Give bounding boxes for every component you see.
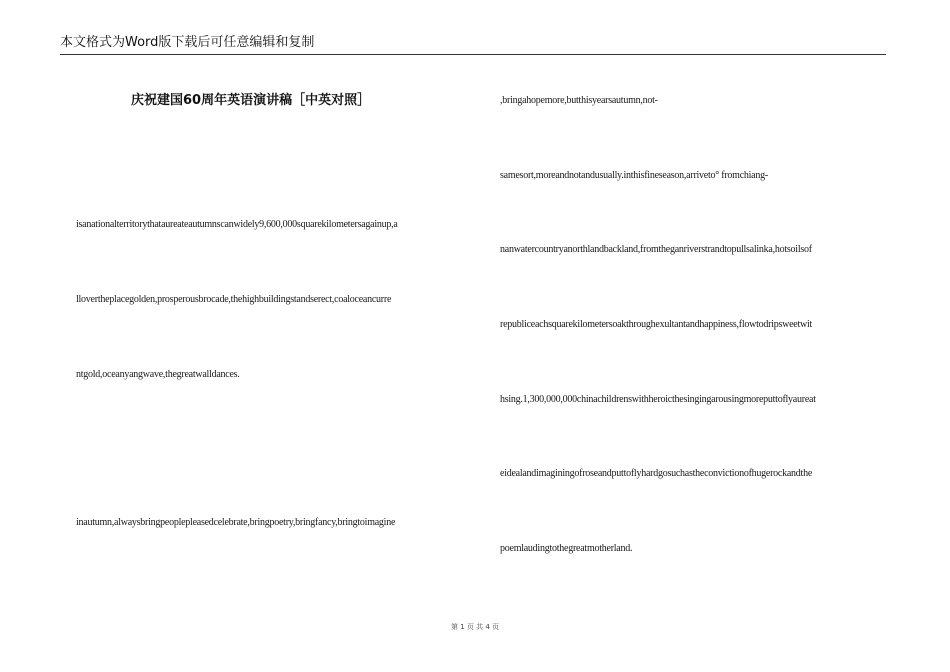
paragraph-line: llovertheplacegolden,prosperousbrocade,thehighbuildingstandserect,coaloceancurre [76,294,392,305]
page-number-footer: 第 1 页 共 4 页 [450,623,500,631]
paragraph-line: samesort,moreandnotandusually.inthisfineseason,arriveto° fromchiang- [500,170,768,181]
document-title: 庆祝建国60周年英语演讲稿［中英对照］ [131,93,371,108]
paragraph-line: nanwatercountryanorthlandbackland,fromtheganriverstrandtopullsalinka,hotsoilsof [500,244,812,255]
paragraph-line: republiceachsquarekilometersoakthroughexultantandhappiness,flowtodripsweetwit [500,319,813,330]
header-text: 本文格式为Word版下载后可任意编辑和复制 [60,35,315,50]
page-header [60,34,886,55]
paragraph-line: ntgold,oceanyangwave,thegreatwalldances. [76,369,240,380]
paragraph-line: eidealandimaginingofroseandputtoflyhardgosuchastheconvictionofhugerockandthe [500,468,813,479]
paragraph-line: inautumn,alwaysbringpeoplepleasedcelebrate,bringpoetry,bringfancy,bringtoimagine [76,517,396,528]
paragraph-line: hsing.1,300,000,000chinachildrenswithheroicthesingingarousingmoreputtoflyaureat [500,394,816,405]
paragraph-line: poemlaudingtothegreatmotherland. [500,543,633,554]
paragraph-line: ,bringahopemore,butthisyearsautumn,not- [500,95,658,106]
paragraph-line: isanationalterritorythataureateautumnscanwidely9,600,000squarekilometersagainup,a [76,219,398,230]
